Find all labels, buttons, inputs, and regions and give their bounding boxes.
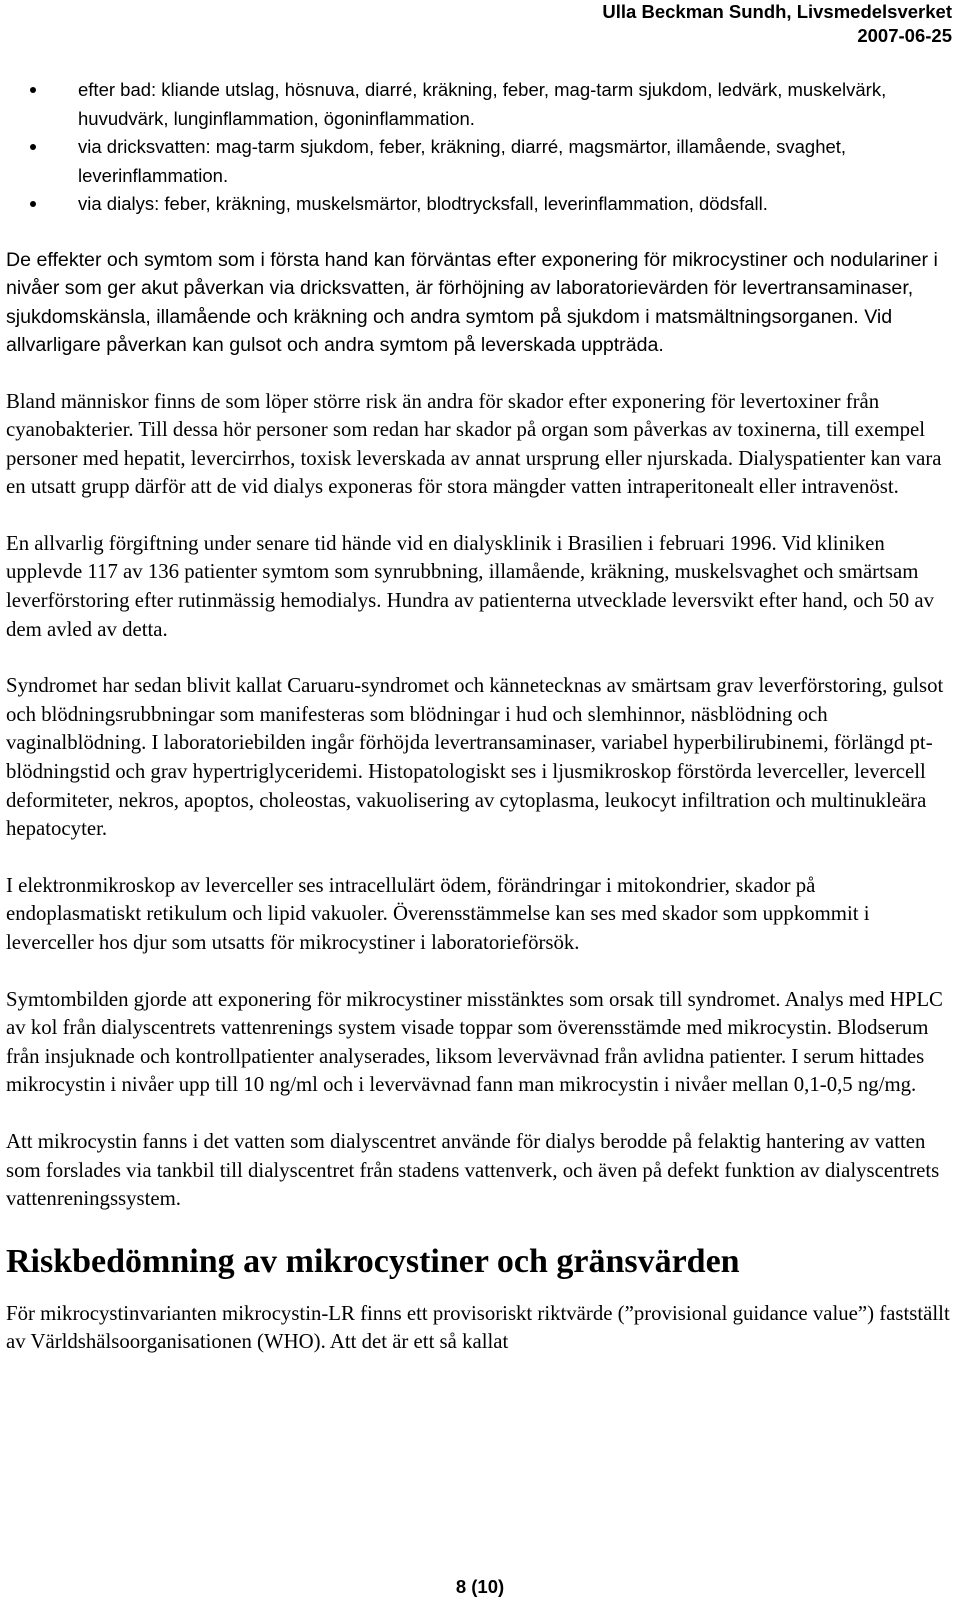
paragraph-risk-groups: Bland människor finns de som löper större risk än andra för skador efter exponering för levertoxiner från cyanobakterier. Till dessa hör personer som redan har skador på organ som påverkas av toxinerna, till exempel personer med hepatit, levercirrhos, toxisk leverskada av annat ursprung eller njurskada. Dialyspatienter kan vara en utsatt grupp därför att de vid dialys exponeras för stora mängder vatten intraperitonealt eller intravenöst.	[6, 389, 942, 499]
list-item-text: efter bad: kliande utslag, hösnuva, diarré, kräkning, feber, mag-tarm sjukdom, ledvärk, muskelvärk, huvudvärk, lunginflammation, ögoninflammation.	[78, 79, 887, 129]
bullet-icon	[30, 144, 36, 150]
list-item	[6, 190, 954, 219]
bullet-icon	[30, 201, 36, 207]
list-item	[6, 76, 954, 133]
list-item-text: via dialys: feber, kräkning, muskelsmärtor, blodtrycksfall, leverinflammation, dödsfall.	[78, 193, 768, 214]
paragraph-brazil-incident: En allvarlig förgiftning under senare tid hände vid en dialysklinik i Brasilien i februari 1996. Vid kliniken upplevde 117 av 136 patienter symtom som synrubbning, illamående, kräkning, muskelsvaghet och smärtsam leverförstoring efter rutinmässig hemodialys. Hundra av patienterna utvecklade leversvikt efter hand, och 50 av dem avled av detta.	[6, 531, 935, 641]
header-date: 2007-06-25	[857, 25, 952, 46]
header-author: Ulla Beckman Sundh, Livsmedelsverket	[602, 1, 952, 22]
document-body	[6, 76, 954, 1385]
paragraph-who-guidance: För mikrocystinvarianten mikrocystin-LR finns ett provisoriskt riktvärde (”provisional guidance value”) fastställt av Världshälsoorganisationen (WHO). Att det är ett så kallat	[6, 1301, 950, 1354]
paragraph-hplc-analysis: Symtombilden gjorde att exponering för mikrocystiner misstänktes som orsak till syndromet. Analys med HPLC av kol från dialyscentrets vattenrenings system visade toppar som överensstämde med mikrocystin. Blodserum från insjuknade och kontrollpatienter analyserades, liksom levervävnad från avlidna patienter. I serum hittades mikrocystin i nivåer upp till 10 ng/ml och i levervävnad fann man mikrocystin i nivåer mellan 0,1-0,5 ng/mg.	[6, 987, 943, 1097]
list-item-text: via dricksvatten: mag-tarm sjukdom, feber, kräkning, diarré, magsmärtor, illamående, svaghet, leverinflammation.	[78, 136, 847, 186]
list-item	[6, 133, 954, 190]
bullet-icon	[30, 87, 36, 93]
paragraph-acute-effects: De effekter och symtom som i första hand kan förväntas efter exponering för mikrocystiner och nodulariner i nivåer som ger akut påverkan via dricksvatten, är förhöjning av laboratorievärden för levertransaminaser, sjukdomskänsla, illamående och kräkning och andra symtom på sjukdom i matsmältningsorganen. Vid allvarligare påverkan kan gulsot och andra symtom på leverskada uppträda.	[6, 248, 938, 356]
section-heading: Riskbedömning av mikrocystiner och gränsvärden	[6, 1242, 740, 1280]
page-number: 8 (10)	[455, 1576, 505, 1597]
paragraph-water-handling: Att mikrocystin fanns i det vatten som dialyscentret använde för dialys berodde på felaktig hantering av vatten som forslades via tankbil till dialyscentret från stadens vattenverk, och även på defekt funktion av dialyscentrets vattenreningssystem.	[6, 1129, 940, 1211]
paragraph-caruaru-syndrome: Syndromet har sedan blivit kallat Caruaru-syndromet och kännetecknas av smärtsam grav leverförstoring, gulsot och blödningsrubbningar som manifesteras som blödningar i hud och slemhinnor, näsblödning och vaginalblödning. I laboratoriebilden ingår förhöjda levertransaminaser, variabel hyperbilirubinemi, förlängd pt-blödningstid och grav hypertriglyceridemi. Histopatologiskt ses i ljusmikroskop förstörda leverceller, levercell deformiteter, nekros, apoptos, choleostas, vakuolisering av cytoplasma, leukocyt infiltration och multinukleära hepatocyter.	[6, 674, 944, 841]
page-header	[602, 0, 952, 48]
paragraph-electron-microscopy: I elektronmikroskop av leverceller ses intracellulärt ödem, förändringar i mitokondrier, skador på endoplasmatiskt retikulum och lipid vakuoler. Överensstämmelse kan ses med skador som uppkommit i leverceller hos djur som utsatts för mikrocystiner i laboratorieförsök.	[6, 873, 870, 954]
symptom-list	[6, 76, 954, 219]
